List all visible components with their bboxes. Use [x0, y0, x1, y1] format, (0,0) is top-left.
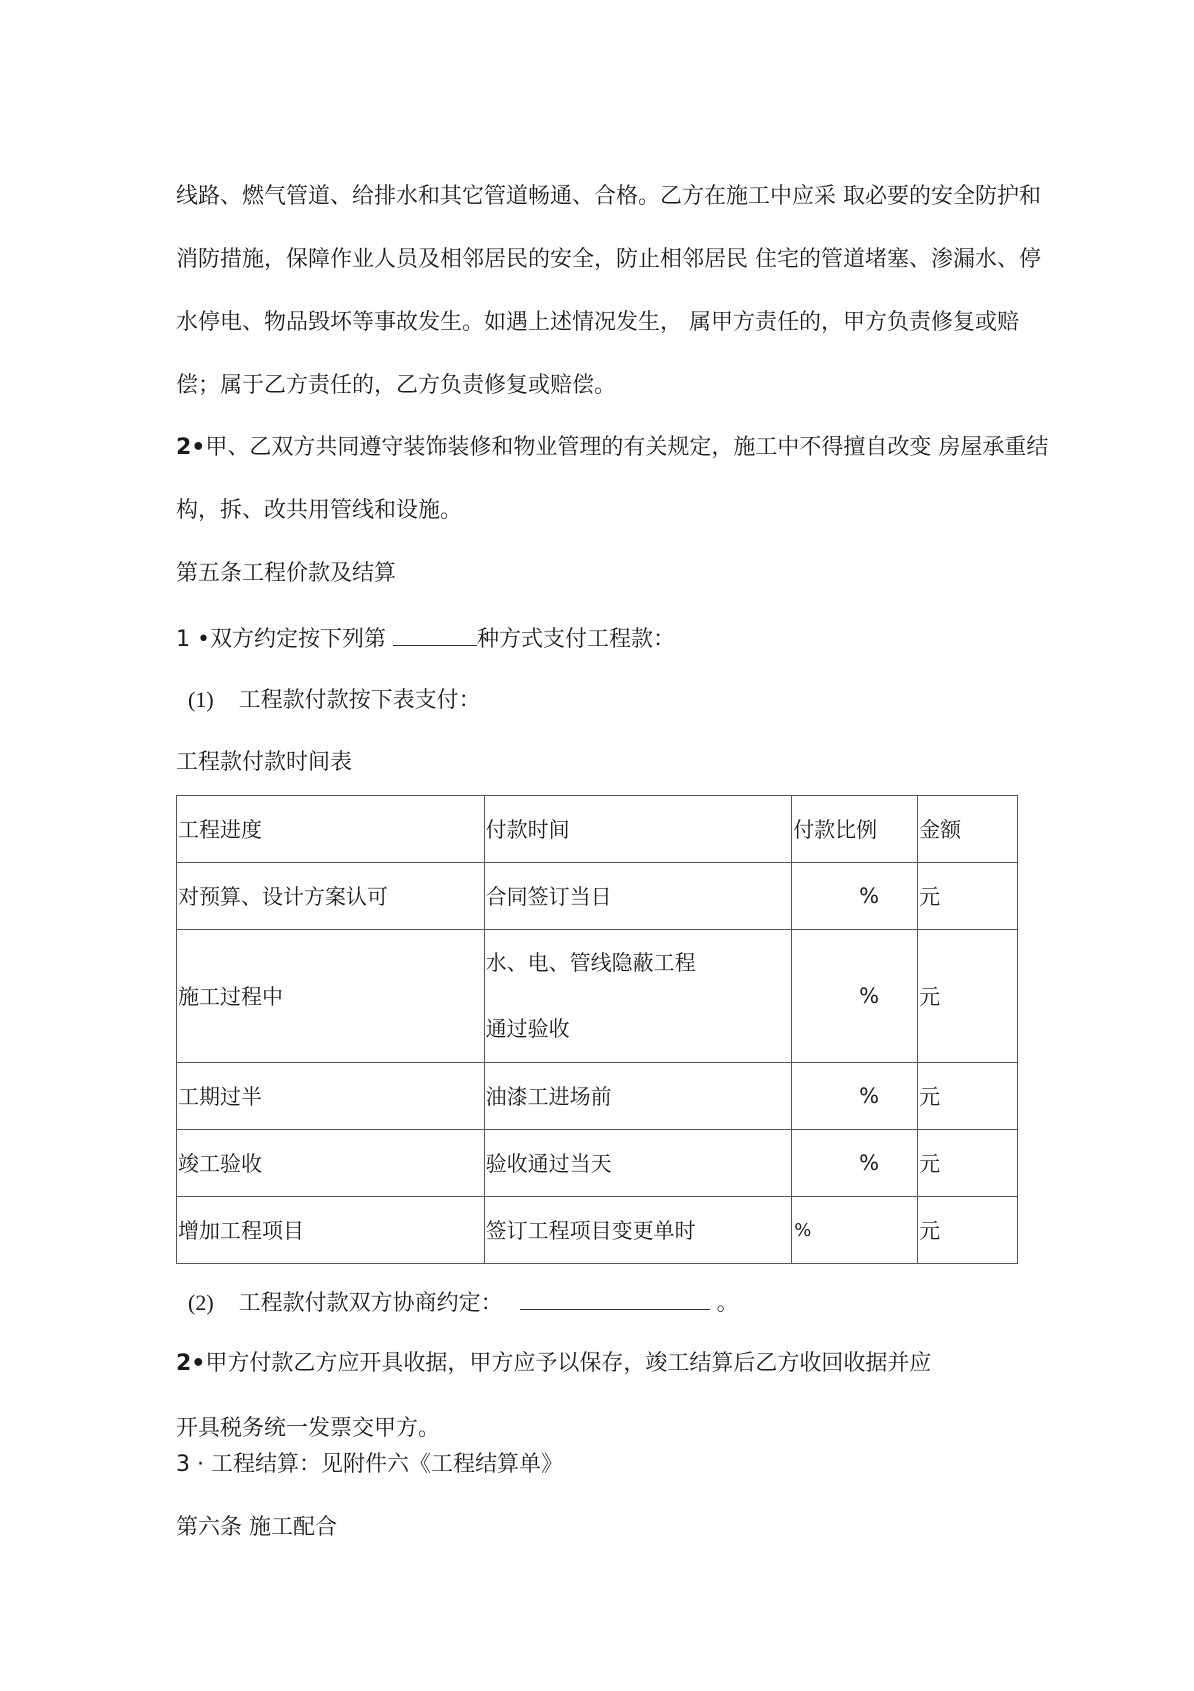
stage-cell: 增加工程项目 — [177, 1197, 485, 1264]
item-2 — [176, 1350, 931, 1378]
time-cell — [484, 930, 792, 1063]
item-text: 工程结算：见附件六《工程结算单》 — [210, 1452, 563, 1477]
stage-cell: 对预算、设计方案认可 — [177, 863, 485, 930]
clause-2 — [176, 434, 1048, 462]
time-cell: 签订工程项目变更单时 — [484, 1197, 792, 1264]
ratio-cell: % — [792, 863, 918, 930]
header-cell: 付款时间 — [484, 796, 792, 863]
sub-item-text: 工程款付款双方协商约定： — [238, 1291, 503, 1316]
time-cell: 验收通过当天 — [484, 1130, 792, 1197]
sub-item-1 — [188, 686, 481, 715]
ratio-cell: % — [792, 1197, 918, 1264]
ratio-cell: % — [792, 1130, 918, 1197]
amount-cell: 元 — [918, 1130, 1018, 1197]
paragraph-line: 水停电、物品毁坏等事故发生。如遇上述情况发生， 属甲方责任的，甲方负责修复或赔 — [176, 310, 1019, 335]
amount-cell: 元 — [918, 863, 1018, 930]
table-title: 工程款付款时间表 — [176, 750, 353, 775]
paragraph-line: 开具税务统一发票交甲方。 — [176, 1416, 441, 1441]
sub-item-number: (1) — [188, 687, 214, 712]
clause-number: 2• — [176, 435, 206, 460]
sentence-end: 。 — [716, 1291, 739, 1316]
paragraph-line: 线路、燃气管道、给排水和其它管道畅通、合格。乙方在施工中应采 取必要的安全防护和 — [176, 184, 1041, 209]
sub-item-number: (2) — [188, 1290, 214, 1315]
table-header-row — [177, 796, 1018, 863]
item-number: 2• — [176, 1351, 206, 1376]
article-heading: 第五条工程价款及结算 — [176, 561, 397, 586]
item-number: 3 · — [176, 1452, 204, 1477]
paragraph-line: 消防措施，保障作业人员及相邻居民的安全，防止相邻居民 住宅的管道堵塞、渗漏水、停 — [176, 247, 1041, 272]
time-line: 通过验收 — [485, 1017, 570, 1041]
stage-cell: 竣工验收 — [177, 1130, 485, 1197]
fill-in-blank — [393, 623, 477, 646]
header-cell: 付款比例 — [792, 796, 918, 863]
amount-cell: 元 — [918, 930, 1018, 1063]
ratio-cell: % — [792, 1063, 918, 1130]
amount-cell: 元 — [918, 1197, 1018, 1264]
table-row — [177, 863, 1018, 930]
item-text: 双方约定按下列第 — [209, 627, 386, 652]
time-cell: 合同签订当日 — [484, 863, 792, 930]
article-heading: 第六条 施工配合 — [176, 1515, 337, 1540]
clause-text: 甲、乙双方共同遵守装饰装修和物业管理的有关规定，施工中不得擅自改变 房屋承重结 — [205, 435, 1049, 460]
payment-schedule-table — [176, 795, 1018, 1264]
stage-cell: 施工过程中 — [177, 930, 485, 1063]
paragraph-line: 偿；属于乙方责任的，乙方负责修复或赔偿。 — [176, 373, 617, 398]
amount-cell: 元 — [918, 1063, 1018, 1130]
stage-cell: 工期过半 — [177, 1063, 485, 1130]
item-3 — [176, 1451, 563, 1479]
time-cell: 油漆工进场前 — [484, 1063, 792, 1130]
header-cell: 金额 — [918, 796, 1018, 863]
table-row — [177, 1130, 1018, 1197]
table-row — [177, 1063, 1018, 1130]
time-line: 水、电、管线隐蔽工程 — [485, 951, 696, 975]
header-cell: 工程进度 — [177, 796, 485, 863]
table-row — [177, 1197, 1018, 1264]
item-number: 1 • — [176, 627, 210, 652]
paragraph-line: 构，拆、改共用管线和设施。 — [176, 498, 463, 523]
item-1 — [176, 623, 675, 654]
item-text: 种方式支付工程款： — [476, 627, 675, 652]
fill-in-blank — [520, 1287, 710, 1310]
ratio-cell: % — [792, 930, 918, 1063]
table-row — [177, 930, 1018, 1063]
item-text: 甲方付款乙方应开具收据，甲方应予以保存，竣工结算后乙方收回收据并应 — [205, 1351, 932, 1376]
sub-item-2 — [188, 1287, 739, 1318]
sub-item-text: 工程款付款按下表支付： — [238, 688, 481, 713]
